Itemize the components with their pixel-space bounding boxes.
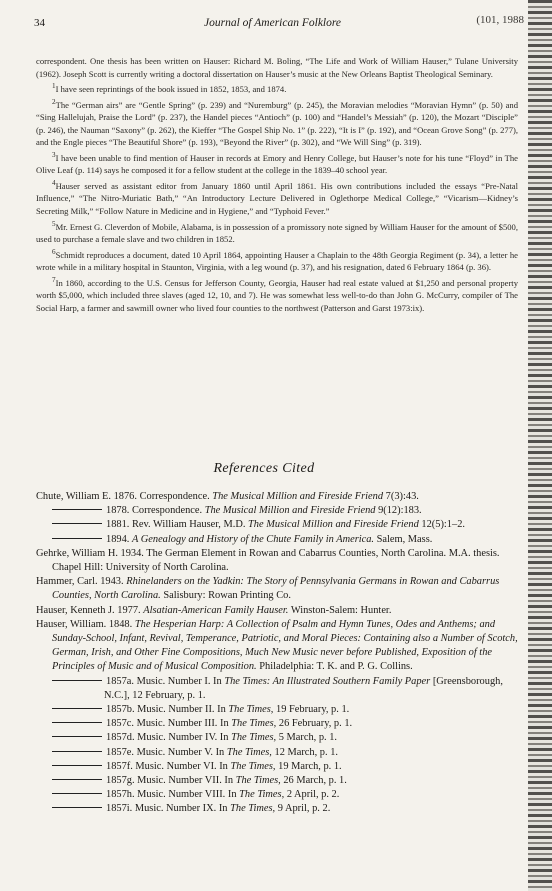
reference-entry: 1857g. Music. Number VII. In The Times, 26 March, p. 1. bbox=[36, 774, 520, 788]
note-7: $^7$In 1860, according to the U.S. Census for Jefferson County, Georgia, Hauser had real estate valued at $1,250 and personal property worth $5,000, which included three slaves (aged 12, 10, and 7). He was somewhat less well-to-do than John G. McCurry, compiler of The Social Harp, a farmer and sawmill owner who lived four counties to the northwest (Patterson and Garst 1973:ix). bbox=[36, 275, 518, 313]
same-author-rule bbox=[52, 680, 102, 681]
note-1: $^1$I have seen reprintings of the book issued in 1852, 1853, and 1874. bbox=[52, 82, 287, 95]
reference-entry: 1857e. Music. Number V. In The Times, 12 March, p. 1. bbox=[36, 746, 520, 760]
reference-entry: Hammer, Carl. 1943. Rhinelanders on the Yadkin: The Story of Pennsylvania Germans in Rowan and Cabarrus Counties, North Carolina. Salisbury: Rowan Printing Co. bbox=[36, 576, 500, 602]
reference-entry: Gehrke, William H. 1934. The German Element in Rowan and Cabarrus Counties, North Carolina. M.A. thesis. Chapel Hill: University of North Carolina. bbox=[36, 547, 500, 574]
reference-entry: 1894. A Genealogy and History of the Chute Family in America. Salem, Mass. bbox=[36, 533, 520, 547]
note-6: $^6$Schmidt reproduces a document, dated 10 April 1864, appointing Hauser a Chaplain to the 48th Georgia Regiment (p. 34), a letter he wrote while in a military hospital in Staunton, Virginia, with a leg wound (p. 37), and his resignation, dated 6 February 1864 (p. 36). bbox=[36, 247, 518, 273]
note-5: $^5$Mr. Ernest G. Cleverdon of Mobile, Alabama, is in possession of a promissory note signed by William Hauser for the amount of $500, used to purchase a female slave and two children in 1852. bbox=[36, 219, 518, 245]
same-author-rule bbox=[52, 765, 102, 766]
same-author-rule bbox=[52, 793, 102, 794]
same-author-rule bbox=[52, 736, 102, 737]
same-author-rule bbox=[52, 751, 102, 752]
reference-entry: 1881. Rev. William Hauser, M.D. The Musical Million and Fireside Friend 12(5):1–2. bbox=[36, 518, 520, 532]
note-2: $^2$The “German airs” are “Gentle Spring” (p. 239) and “Nuremburg” (p. 245), the Moravian melodies “Moravian Hymn” (p. 50) and “Sing Hallelujah, Praise the Lord” (p. 237), the Handel pieces “Antioch” (p. 100) and “Handel’s Messiah” (p. 120), the Mozart “Disciple” (p. 246), the Nauman “Saxony” (p. 262), the Kieffer “The Gospel Ship No. 1” (p. 222), “It is I” (p. 192), and “Ocean Grove Song” (p. 277), and the Engle pieces “The Beautiful Shore” (p. 193), “Beyond the River” (p. 302), and “We Will Sing” (p. 319). bbox=[36, 97, 518, 148]
reference-entry: 1857d. Music. Number IV. In The Times, 5 March, p. 1. bbox=[36, 731, 520, 745]
note-4: $^4$Hauser served as assistant editor from January 1860 until April 1861. His own contributions included the essays “Pre-Natal Influence,” “The Nitro-Muriatic Bath,” “An Introductory Lecture Delivered in Oglethorpe Medical College,” “Vicarism—Kidney’s Secreting Milk,” “Follow Nature in Medicine and in Hygiene,” and “Typhoid Fever.” bbox=[36, 178, 518, 216]
same-author-rule bbox=[52, 807, 102, 808]
reference-entry: Hauser, William. 1848. The Hesperian Harp: A Collection of Psalm and Hymn Tunes, Odes and Anthems; and Sunday-School, Infant, Revival, Temperance, Patriotic, and Moral Pieces: Containing also a Number of Scotch, German, Irish, and Other Fine Compositions, Much New Music never before Published, Exposition of the Principles of Music and of Musical Composition. Philadelphia: T. K. and P. G. Collins. bbox=[36, 618, 518, 673]
references-heading: References Cited bbox=[213, 461, 315, 476]
reference-entry: 1857i. Music. Number IX. In The Times, 9 April, p. 2. bbox=[36, 802, 520, 816]
same-author-rule bbox=[52, 708, 102, 709]
same-author-rule bbox=[52, 722, 102, 723]
reference-entry: 1857f. Music. Number VI. In The Times, 19 March, p. 1. bbox=[36, 760, 520, 774]
reference-entry: 1857a. Music. Number I. In The Times: An Illustrated Southern Family Paper [Greensborough, N.C.], 12 February, p. 1. bbox=[36, 675, 520, 703]
references-list bbox=[36, 490, 520, 817]
same-author-rule bbox=[52, 779, 102, 780]
journal-title: Journal of American Folklore bbox=[204, 17, 342, 29]
endnotes bbox=[36, 55, 518, 314]
same-author-rule bbox=[52, 509, 102, 510]
reference-entry: 1857c. Music. Number III. In The Times, 26 February, p. 1. bbox=[36, 717, 520, 731]
reference-entry: Hauser, Kenneth J. 1977. Alsatian-American Family Hauser. Winston-Salem: Hunter. bbox=[36, 604, 392, 616]
page-binding-edge bbox=[528, 0, 552, 891]
reference-entry: 1857b. Music. Number II. In The Times, 19 February, p. 1. bbox=[36, 703, 520, 717]
volume-number: (101, 1988 bbox=[476, 14, 524, 26]
note-3: $^3$I have been unable to find mention of Hauser in records at Emory and Henry College, but Hauser’s note for his tune “Floyd” in The Olive Leaf (p. 114) says he composed it for a fellow student at the college in the 1839–40 school year. bbox=[36, 150, 518, 176]
reference-entry: 1878. Correspondence. The Musical Million and Fireside Friend 9(12):183. bbox=[36, 504, 520, 518]
note-continued: correspondent. One thesis has been written on Hauser: Richard M. Boling, “The Life and Work of William Hauser,” Tulane University (1962). Joseph Scott is currently writing a doctoral dissertation on Hauser’s music at the New Orleans Baptist Theological Seminary. bbox=[36, 56, 518, 79]
page-number: 34 bbox=[34, 17, 45, 29]
same-author-rule bbox=[52, 538, 102, 539]
same-author-rule bbox=[52, 523, 102, 524]
reference-entry: 1857h. Music. Number VIII. In The Times, 2 April, p. 2. bbox=[36, 788, 520, 802]
running-header bbox=[34, 14, 524, 32]
reference-entry: Chute, William E. 1876. Correspondence. The Musical Million and Fireside Friend 7(3):43. bbox=[36, 491, 419, 502]
